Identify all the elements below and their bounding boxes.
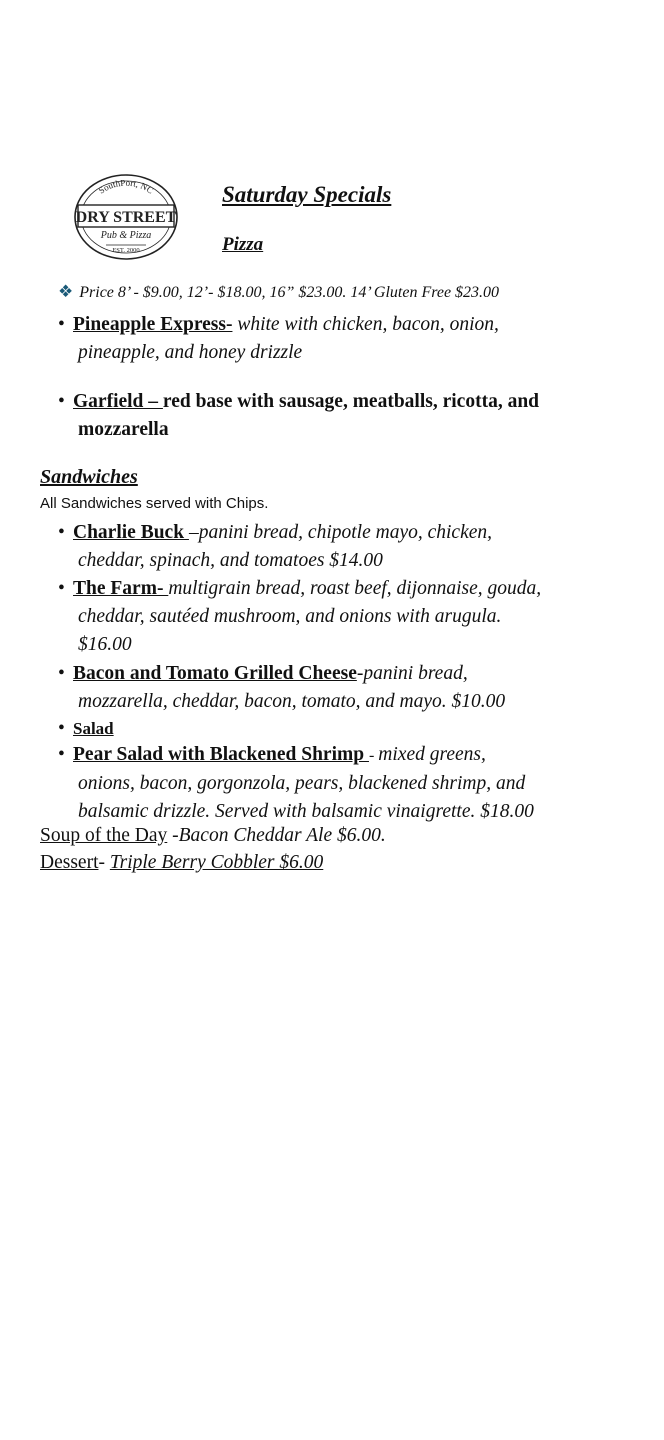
menu-item-salad — [58, 715, 648, 743]
restaurant-logo — [72, 172, 180, 262]
item-name: Salad — [73, 719, 114, 738]
logo-top-text: SouthPort, NC — [96, 177, 156, 196]
item-price: $16.00 — [78, 634, 132, 655]
dessert-separator: - — [98, 852, 110, 873]
item-description: mixed greens, — [378, 744, 486, 765]
item-description: cheddar, spinach, and tomatoes $14.00 — [78, 550, 383, 571]
diamond-bullet-icon: ❖ — [58, 282, 74, 301]
soup-of-the-day — [40, 825, 386, 847]
logo-script: Pub & Pizza — [100, 230, 152, 241]
soup-label: Soup of the Day — [40, 825, 168, 846]
bullet-icon: • — [58, 314, 65, 335]
item-description: cheddar, sautéed mushroom, and onions with arugula. — [78, 606, 502, 627]
item-name: Bacon and Tomato Grilled Cheese — [73, 663, 357, 684]
sandwiches-note: All Sandwiches served with Chips. — [40, 495, 269, 512]
item-name: Charlie Buck — [73, 522, 189, 543]
item-description: balsamic drizzle. Served with balsamic vinaigrette. $18.00 — [78, 801, 534, 822]
item-description: –panini bread, chipotle mayo, chicken, — [188, 522, 493, 543]
bullet-icon: • — [58, 522, 65, 543]
item-name: Pineapple Express- — [73, 314, 233, 335]
bullet-icon: • — [58, 744, 65, 765]
item-name: Pear Salad with Blackened Shrimp — [73, 744, 369, 765]
item-description: mozzarella — [78, 419, 169, 440]
menu-item-garfield — [58, 388, 648, 444]
menu-item-charlie-buck — [58, 519, 648, 575]
item-description: mozzarella, cheddar, bacon, tomato, and mayo. $10.00 — [78, 691, 506, 712]
menu-item-pineapple-express — [58, 311, 648, 367]
page-title: Saturday Specials — [222, 182, 392, 207]
logo-name: DRY STREET — [75, 209, 177, 226]
menu-item-the-farm — [58, 575, 648, 659]
dessert-text: Triple Berry Cobbler $6.00 — [109, 852, 324, 873]
item-description: multigrain bread, roast beef, dijonnaise, gouda, — [168, 578, 542, 599]
item-description: -panini bread, — [356, 663, 468, 684]
item-description: red base with sausage, meatballs, ricotta, and — [162, 391, 540, 412]
item-separator: - — [368, 747, 379, 764]
bullet-icon: • — [58, 391, 65, 412]
item-name: The Farm- — [73, 578, 169, 599]
pizza-price-text: Price 8’ - $9.00, 12’- $18.00, 16” $23.00. 14’ Gluten Free $23.00 — [79, 284, 500, 301]
logo-est: EST. 2000 — [112, 247, 140, 254]
item-description: pineapple, and honey drizzle — [78, 342, 303, 363]
dessert — [40, 852, 323, 874]
soup-text: -Bacon Cheddar Ale $6.00. — [167, 825, 386, 846]
item-description: onions, bacon, gorgonzola, pears, blackened shrimp, and — [78, 773, 526, 794]
dessert-label: Dessert — [40, 852, 99, 873]
section-title-pizza: Pizza — [222, 234, 264, 255]
section-title-sandwiches: Sandwiches — [40, 466, 138, 488]
pizza-price-line — [58, 282, 499, 302]
menu-item-bacon-tomato-grilled-cheese — [58, 660, 648, 716]
bullet-icon: • — [58, 578, 65, 599]
item-description: white with chicken, bacon, onion, — [232, 314, 499, 335]
menu-item-pear-salad — [58, 741, 648, 826]
bullet-icon: • — [58, 663, 65, 684]
item-name: Garfield – — [73, 391, 163, 412]
bullet-icon: • — [58, 718, 65, 739]
